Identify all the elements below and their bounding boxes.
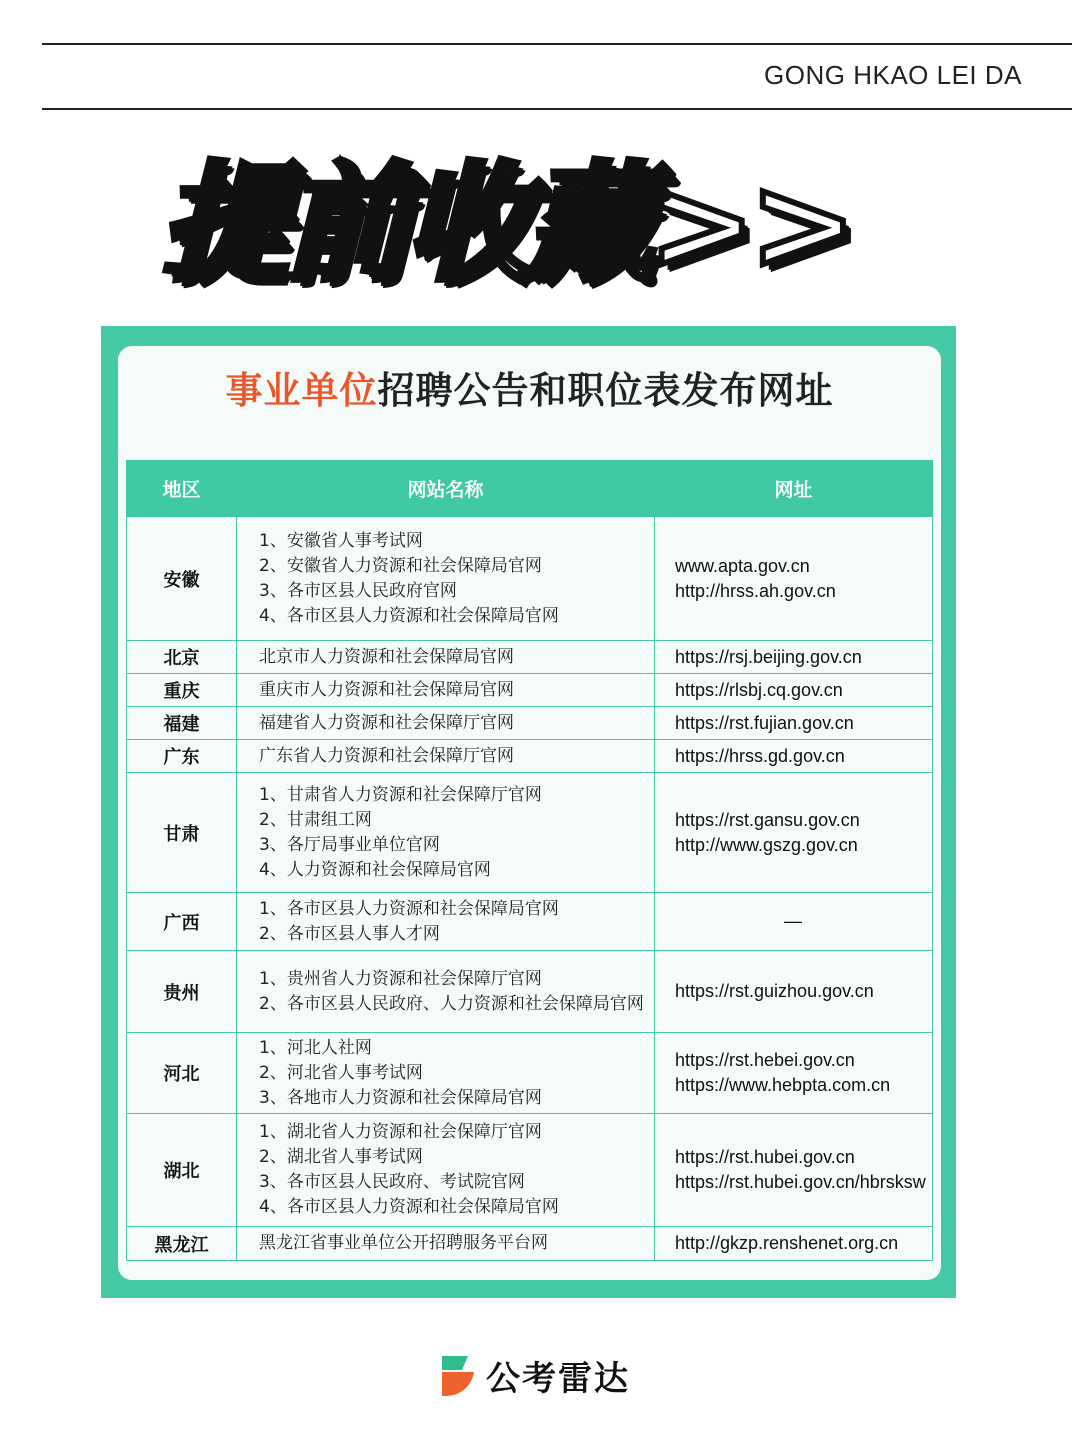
card-title-highlight: 事业单位 [225, 369, 378, 412]
site-name-cell [237, 740, 655, 773]
table-header-row [127, 461, 933, 517]
table-row [127, 707, 933, 740]
site-name-cell [237, 1227, 655, 1261]
card-title-rest: 招聘公告和职位表发布网址 [377, 369, 834, 412]
site-name-cell [237, 951, 655, 1033]
headline: 提前收藏>> [160, 150, 851, 299]
url-text: https://hrss.gd.gov.cn [675, 745, 845, 766]
url-text: https://www.hebpta.com.cn [675, 1075, 891, 1095]
region-cell: 贵州 [127, 951, 237, 1033]
site-name-cell [237, 517, 655, 641]
table-row [127, 740, 933, 773]
url-text: http://hrss.ah.gov.cn [675, 580, 836, 601]
site-name: 3、各地市人力资源和社会保障局官网 [259, 1087, 542, 1108]
column-header-url: 网址 [655, 461, 933, 517]
table-row [127, 1033, 933, 1114]
url-cell [655, 1227, 933, 1261]
site-name-cell [237, 707, 655, 740]
region-cell: 湖北 [127, 1114, 237, 1227]
url-cell [655, 951, 933, 1033]
site-name: 重庆市人力资源和社会保障局官网 [259, 679, 514, 700]
top-rule [42, 43, 1072, 45]
brand-english-name: GONG HKAO LEI DA [764, 60, 1022, 90]
region-cell: 北京 [127, 641, 237, 674]
table-row [127, 517, 933, 641]
site-name-cell [237, 893, 655, 951]
url-cell [655, 773, 933, 893]
url-cell [655, 1114, 933, 1227]
url-cell [655, 517, 933, 641]
region-cell: 安徽 [127, 517, 237, 641]
table-row [127, 773, 933, 893]
url-cell [655, 1033, 933, 1114]
table-row [127, 893, 933, 951]
region-cell: 重庆 [127, 674, 237, 707]
table-row [127, 1114, 933, 1227]
url-cell [655, 893, 933, 951]
url-cell [655, 740, 933, 773]
url-text: https://rsj.beijing.gov.cn [675, 646, 862, 667]
region-cell: 黑龙江 [127, 1227, 237, 1261]
site-name-cell [237, 1114, 655, 1227]
region-cell: 河北 [127, 1033, 237, 1114]
radar-logo-icon [438, 1352, 478, 1398]
website-table [126, 460, 933, 1261]
site-name: 2、各市区县人事人才网 [259, 923, 440, 944]
header-rule [42, 108, 1072, 110]
url-text: https://rlsbj.cq.gov.cn [675, 679, 843, 700]
region-cell: 广西 [127, 893, 237, 951]
column-header-region: 地区 [127, 461, 237, 517]
site-name: 1、甘肃省人力资源和社会保障厅官网 [259, 784, 542, 805]
site-name-cell [237, 1033, 655, 1114]
url-text: https://rst.gansu.gov.cn [675, 809, 860, 830]
table-row [127, 1227, 933, 1261]
site-name: 2、湖北省人事考试网 [259, 1147, 423, 1167]
url-text: http://www.gszg.gov.cn [675, 834, 858, 855]
site-name: 1、贵州省人力资源和社会保障厅官网 [259, 968, 542, 989]
table-row [127, 951, 933, 1033]
site-name: 2、各市区县人民政府、人力资源和社会保障局官网 [259, 993, 644, 1014]
site-name: 黑龙江省事业单位公开招聘服务平台网 [259, 1233, 548, 1253]
url-text: https://rst.hebei.gov.cn [675, 1050, 855, 1070]
table-body [127, 517, 933, 1261]
url-text: www.apta.gov.cn [675, 555, 810, 576]
site-name: 4、各市区县人力资源和社会保障局官网 [259, 1197, 559, 1217]
url-text: https://rst.fujian.gov.cn [675, 712, 854, 733]
region-cell: 甘肃 [127, 773, 237, 893]
url-text: https://rst.hubei.gov.cn [675, 1147, 855, 1167]
site-name: 北京市人力资源和社会保障局官网 [259, 646, 514, 667]
footer-logo [438, 1350, 630, 1400]
site-name: 福建省人力资源和社会保障厅官网 [259, 712, 514, 733]
site-name: 3、各市区县人民政府官网 [259, 580, 457, 601]
table-row [127, 674, 933, 707]
url-text: https://rst.hubei.gov.cn/hbrsksw [675, 1172, 926, 1192]
column-header-site-name: 网站名称 [237, 461, 655, 517]
site-name: 4、各市区县人力资源和社会保障局官网 [259, 605, 559, 626]
region-cell: 广东 [127, 740, 237, 773]
card-title [118, 360, 941, 414]
site-name: 1、各市区县人力资源和社会保障局官网 [259, 898, 559, 919]
logo-text: 公考雷达 [486, 1358, 630, 1399]
site-name: 3、各厅局事业单位官网 [259, 834, 440, 855]
site-name: 4、人力资源和社会保障局官网 [259, 859, 491, 880]
site-name: 2、安徽省人力资源和社会保障局官网 [259, 555, 542, 576]
table-row [127, 641, 933, 674]
url-cell [655, 707, 933, 740]
site-name: 3、各市区县人民政府、考试院官网 [259, 1172, 525, 1192]
site-name: 2、甘肃组工网 [259, 809, 372, 830]
region-cell: 福建 [127, 707, 237, 740]
url-cell [655, 674, 933, 707]
url-text: — [784, 911, 802, 931]
site-name-cell [237, 641, 655, 674]
site-name: 1、湖北省人力资源和社会保障厅官网 [259, 1122, 542, 1142]
url-text: http://gkzp.renshenet.org.cn [675, 1233, 899, 1253]
site-name: 1、安徽省人事考试网 [259, 530, 423, 551]
url-text: https://rst.guizhou.gov.cn [675, 981, 874, 1001]
site-name: 广东省人力资源和社会保障厅官网 [259, 745, 514, 766]
site-name: 1、河北人社网 [259, 1037, 372, 1058]
site-name-cell [237, 773, 655, 893]
url-cell [655, 641, 933, 674]
site-name: 2、河北省人事考试网 [259, 1062, 423, 1083]
site-name-cell [237, 674, 655, 707]
